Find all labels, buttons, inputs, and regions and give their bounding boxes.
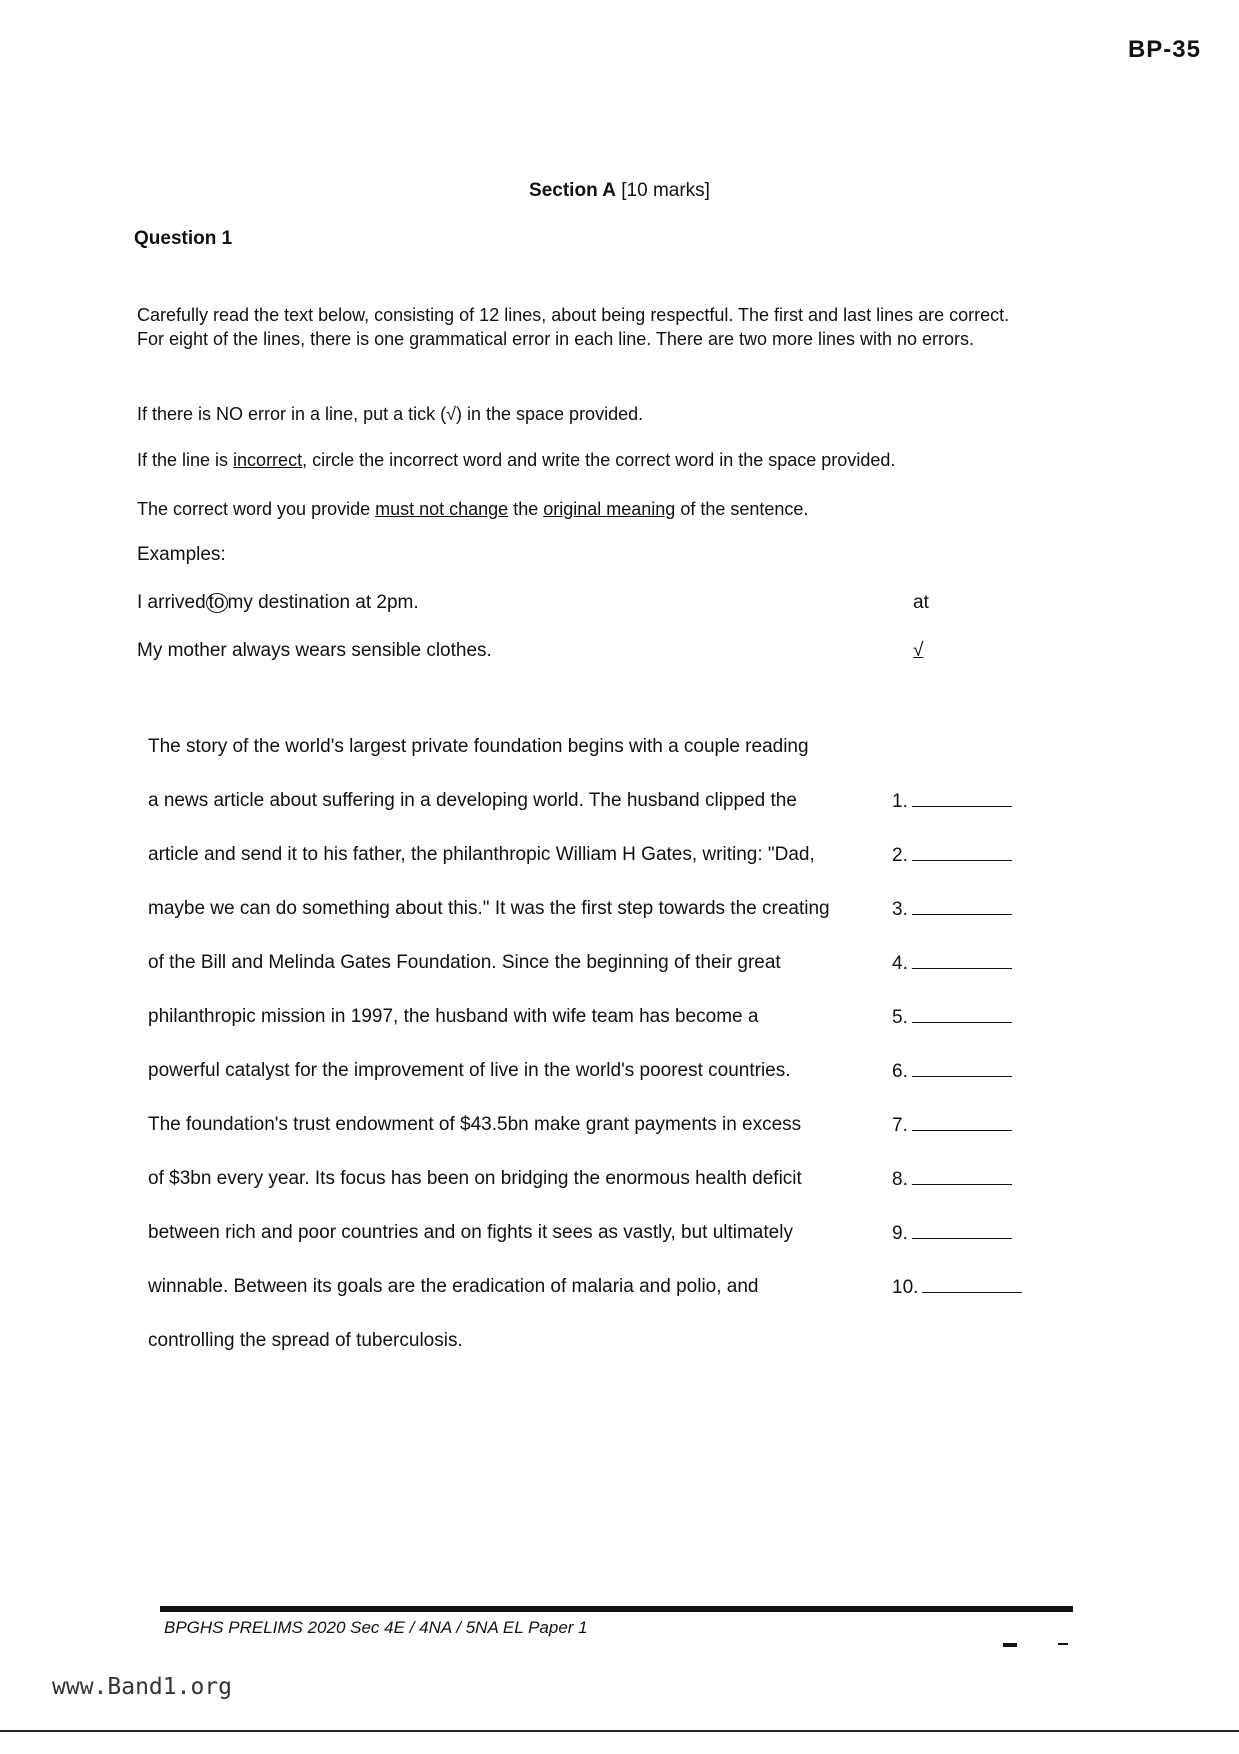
examples-label: Examples: (137, 544, 226, 565)
answer-number: 1. (892, 791, 908, 812)
answer-blank[interactable] (912, 1168, 1012, 1185)
passage-line: of $3bn every year. Its focus has been on bridging the enormous health deficit (148, 1168, 802, 1189)
passage-line: winnable. Between its goals are the eradication of malaria and polio, and (148, 1276, 759, 1297)
answer-number: 3. (892, 899, 908, 920)
instruction-paragraph-4 (137, 497, 1027, 521)
answer-blank[interactable] (912, 1114, 1012, 1131)
section-marks: [10 marks] (621, 180, 710, 201)
answer-slot-6[interactable] (892, 1060, 1012, 1083)
answer-number: 4. (892, 953, 908, 974)
passage-line: a news article about suffering in a developing world. The husband clipped the (148, 790, 797, 811)
answer-blank[interactable] (912, 1060, 1012, 1077)
instruction-paragraph-3 (137, 448, 1027, 472)
instr4-underlined-1: must not change (375, 499, 509, 519)
example-1-sentence (137, 592, 419, 614)
answer-blank[interactable] (922, 1276, 1022, 1293)
answer-blank[interactable] (912, 1222, 1012, 1239)
answer-number: 2. (892, 845, 908, 866)
footer-text: BPGHS PRELIMS 2020 Sec 4E / 4NA / 5NA EL Paper 1 (164, 1618, 588, 1637)
answer-number: 9. (892, 1223, 908, 1244)
answer-slot-9[interactable] (892, 1222, 1012, 1245)
answer-slot-2[interactable] (892, 844, 1012, 867)
answer-number: 7. (892, 1115, 908, 1136)
passage-line: controlling the spread of tuberculosis. (148, 1330, 463, 1351)
footer-rule (160, 1606, 1073, 1612)
passage-line: philanthropic mission in 1997, the husband with wife team has become a (148, 1006, 759, 1027)
answer-slot-3[interactable] (892, 898, 1012, 921)
answer-slot-7[interactable] (892, 1114, 1012, 1137)
ex1-circled-word: to (206, 593, 228, 613)
footer-mark (1058, 1643, 1068, 1645)
section-title (0, 180, 1239, 202)
example-2-sentence: My mother always wears sensible clothes. (137, 640, 492, 661)
ex1-b: my destination at 2pm. (227, 592, 419, 613)
answer-slot-8[interactable] (892, 1168, 1012, 1191)
example-2-answer: √ (913, 640, 924, 661)
footer-mark (1003, 1643, 1017, 1647)
answer-number: 10. (892, 1277, 919, 1298)
instr4-b: the (508, 499, 544, 519)
passage-line: The foundation's trust endowment of $43.5bn make grant payments in excess (148, 1114, 802, 1135)
instr4-c: of the sentence. (675, 499, 809, 519)
passage-line: The story of the world's largest private foundation begins with a couple reading (148, 736, 809, 757)
answer-number: 8. (892, 1169, 908, 1190)
answer-blank[interactable] (912, 1006, 1012, 1023)
instr3-a: If the line is (137, 450, 234, 470)
answer-slot-4[interactable] (892, 952, 1012, 975)
answer-slot-5[interactable] (892, 1006, 1012, 1029)
answer-blank[interactable] (912, 844, 1012, 861)
instr3-b: , circle the incorrect word and write the correct word in the space provided. (302, 450, 896, 470)
passage-line: of the Bill and Melinda Gates Foundation. Since the beginning of their great (148, 952, 781, 973)
bottom-scan-line (0, 1730, 1239, 1732)
answer-number: 6. (892, 1061, 908, 1082)
instr4-underlined-2: original meaning (543, 499, 676, 519)
instr3-underlined: incorrect (233, 450, 303, 470)
ex1-a: I arrived (137, 592, 206, 613)
answer-slot-1[interactable] (892, 790, 1012, 813)
question-title: Question 1 (134, 228, 233, 249)
instruction-paragraph-2: If there is NO error in a line, put a tick (√) in the space provided. (137, 404, 644, 424)
passage-line: maybe we can do something about this." It was the first step towards the creating (148, 898, 830, 919)
answer-blank[interactable] (912, 952, 1012, 969)
answer-slot-10[interactable] (892, 1276, 1022, 1299)
instr4-a: The correct word you provide (137, 499, 376, 519)
answer-number: 5. (892, 1007, 908, 1028)
example-1-answer: at (913, 592, 929, 613)
passage-line: between rich and poor countries and on fights it sees as vastly, but ultimately (148, 1222, 793, 1243)
passage-line: article and send it to his father, the philanthropic William H Gates, writing: "Dad, (148, 844, 815, 865)
answer-blank[interactable] (912, 898, 1012, 915)
instruction-paragraph-1: Carefully read the text below, consisting of 12 lines, about being respectful. The first and last lines are correct. For eight of the lines, there is one grammatical error in each line. There are two more lines with no errors. (137, 305, 1010, 349)
passage-line: powerful catalyst for the improvement of live in the world's poorest countries. (148, 1060, 791, 1081)
answer-blank[interactable] (912, 790, 1012, 807)
page-code: BP-35 (1127, 36, 1201, 63)
watermark: www.Band1.org (52, 1674, 233, 1700)
section-title-bold: Section A (529, 180, 616, 201)
